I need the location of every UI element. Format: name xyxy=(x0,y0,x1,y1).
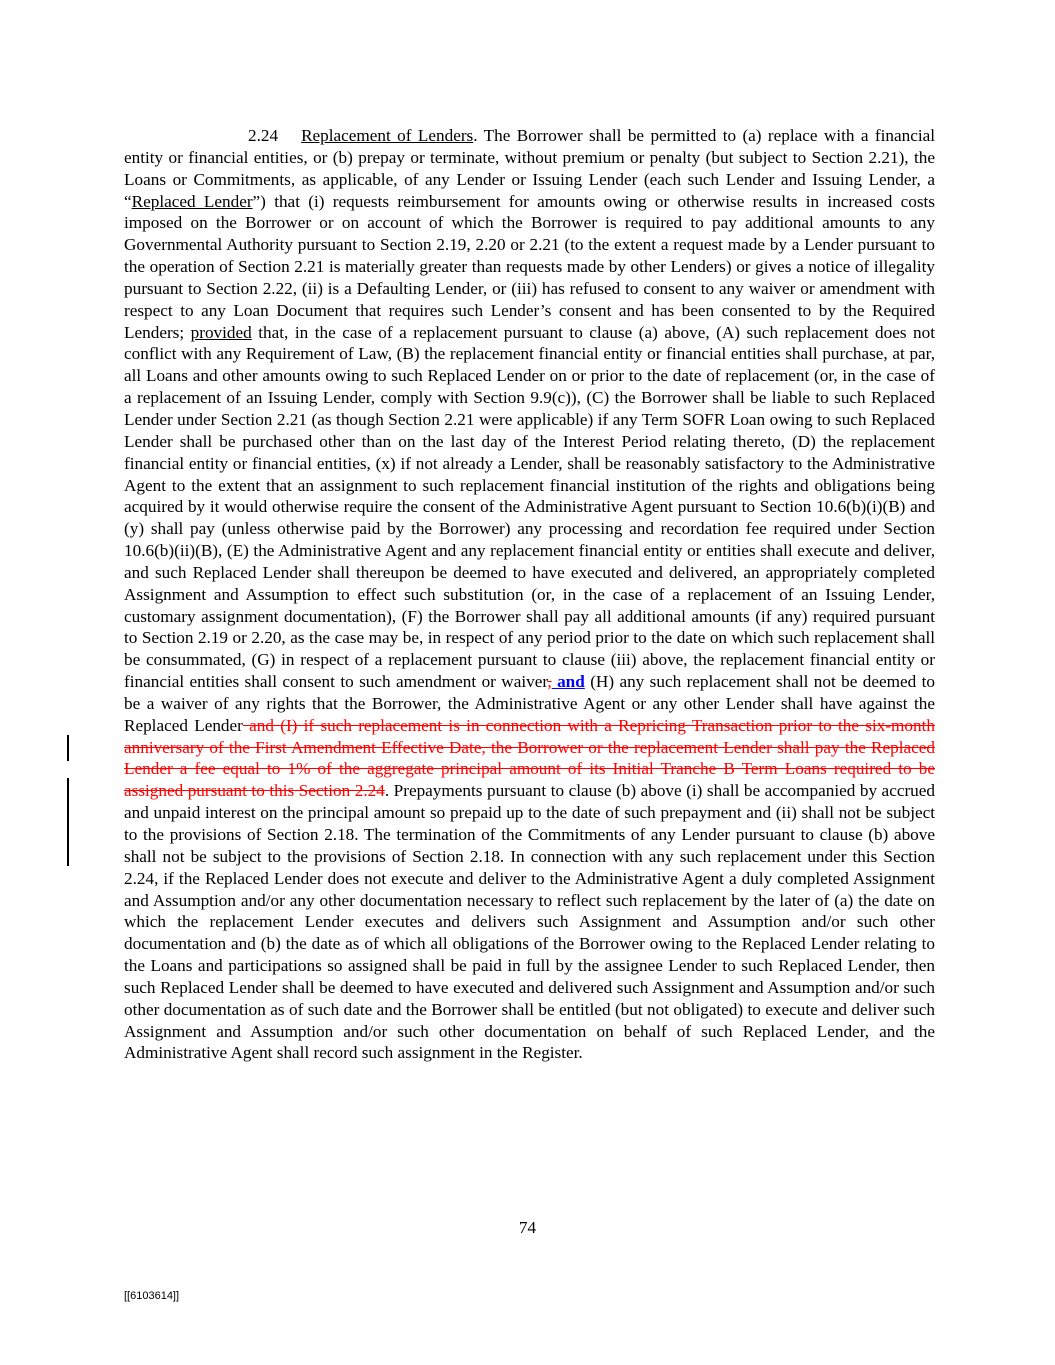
heading-period: . xyxy=(473,126,478,145)
deleted-clause-i: and (I) if such replacement is in connection with a Repricing Transaction prior to the six-month anniversary of the First Amendment Effective Date, the Borrower or the replacement Lender shall pay the Replaced Lender a fee equal to 1% of the aggregate principal amount of its Initial Tranche B Term Loans required to be assigned pursuant to this Section 2.24 xyxy=(124,715,935,801)
section-heading: Replacement of Lenders xyxy=(301,126,474,145)
body-text-4: (H) any such replacement shall not be deemed to be a waiver of any rights that the Borrower, the Administrative Agent or any other Lender shall have against the Replaced Lender xyxy=(124,672,935,735)
document-id: [[6103614]] xyxy=(124,1290,180,1302)
body-text-1: The Borrower shall be permitted to (a) replace with a financial entity or financial entities, or (b) prepay or terminate, without premium or penalty (but subject to Section 2.21), the Loans or Commitments, as applicable, of any Lender or Issuing Lender (each such Lender and Issuing Lender, a “ xyxy=(124,126,935,211)
defined-term-replaced-lender: Replaced Lender xyxy=(131,191,253,211)
change-bar-insertion xyxy=(67,735,69,761)
change-bar-deletion xyxy=(67,778,69,866)
page-number: 74 xyxy=(518,1218,537,1237)
body-text-5: . Prepayments pursuant to clause (b) above (i) shall be accompanied by accrued and unpaid interest on the principal amount so prepaid up to the date of such prepayment and (ii) shall not be subject to the provisions of Section 2.18. The termination of the Commitments of any Lender pursuant to clause (b) above shall not be subject to the provisions of Section 2.18. In connection with any such replacement under this Section 2.24, if the Replaced Lender does not execute and deliver to the Administrative Agent a duly completed Assignment and Assumption and/or any other documentation necessary to reflect such replacement by the later of (a) the date on which the replacement Lender executes and delivers such Assignment and Assumption and/or such other documentation and (b) the date as of which all obligations of the Borrower owing to the Replaced Lender relating to the Loans and participations so assigned shall be paid in full by the assignee Lender to such Replaced Lender, then such Replaced Lender shall be deemed to have executed and delivered such Assignment and Assumption and/or such other documentation as of such date and the Borrower shall be entitled (but not obligated) to execute and deliver such Assignment and Assumption and/or such other documentation on behalf of such Replaced Lender, and the Administrative Agent shall record such assignment in the Register. xyxy=(124,781,935,1063)
body-text-3: that, in the case of a replacement pursuant to clause (a) above, (A) such replacement does not conflict with any Requirement of Law, (B) the replacement financial entity or financial entities shall purchase, at par, all Loans and other amounts owing to such Replaced Lender on or prior to the date of replacement (or, in the case of a replacement of an Issuing Lender, comply with Section 9.9(c)), (C) the Borrower shall be liable to such Replaced Lender under Section 2.21 (as though Section 2.21 were applicable) if any Term SOFR Loan owing to such Replaced Lender shall be purchased other than on the last day of the Interest Period relating thereto, (D) the replacement financial entity or financial entities, (x) if not already a Lender, shall be reasonably satisfactory to the Administrative Agent to the extent that an assignment to such replacement financial institution of the rights and obligations being acquired by it would otherwise require the consent of the Administrative Agent pursuant to Section 10.6(b)(i)(B) and (y) shall pay (unless otherwise paid by the Borrower) any processing and recordation fee required under Section 10.6(b)(ii)(B), (E) the Administrative Agent and any replacement financial entity or entities shall execute and deliver, and such Replaced Lender shall thereupon be deemed to have executed and delivered, an appropriately completed Assignment and Assumption to effect such substitution (or, in the case of a replacement of an Issuing Lender, customary assignment documentation), (F) the Borrower shall pay all additional amounts (if any) required pursuant to Section 2.19 or 2.20, as the case may be, in respect of any period prior to the date on which such replacement shall be consummated, (G) in respect of a replacement pursuant to clause (iii) above, the replacement financial entity or financial entities shall consent to such amendment or waiver xyxy=(124,322,935,692)
inserted-and: and xyxy=(551,672,585,692)
section-2-24-paragraph xyxy=(124,125,935,1064)
section-number: 2.24 xyxy=(248,126,279,145)
body-text-2: ”) that (i) requests reimbursement for amounts owing or otherwise results in increased costs imposed on the Borrower or on account of which the Borrower is required to pay additional amounts to any Governmental Authority pursuant to Section 2.19, 2.20 or 2.21 (to the extent a request made by a Lender pursuant to the operation of Section 2.21 is materially greater than requests made by other Lenders) or gives a notice of illegality pursuant to Section 2.22, (ii) is a Defaulting Lender, or (iii) has refused to consent to any waiver or amendment with respect to any Loan Document that requires such Lender’s consent and has been consented to by the Required Lenders; xyxy=(124,191,935,342)
deleted-comma: , xyxy=(547,672,552,692)
provided-term: provided xyxy=(190,322,252,342)
